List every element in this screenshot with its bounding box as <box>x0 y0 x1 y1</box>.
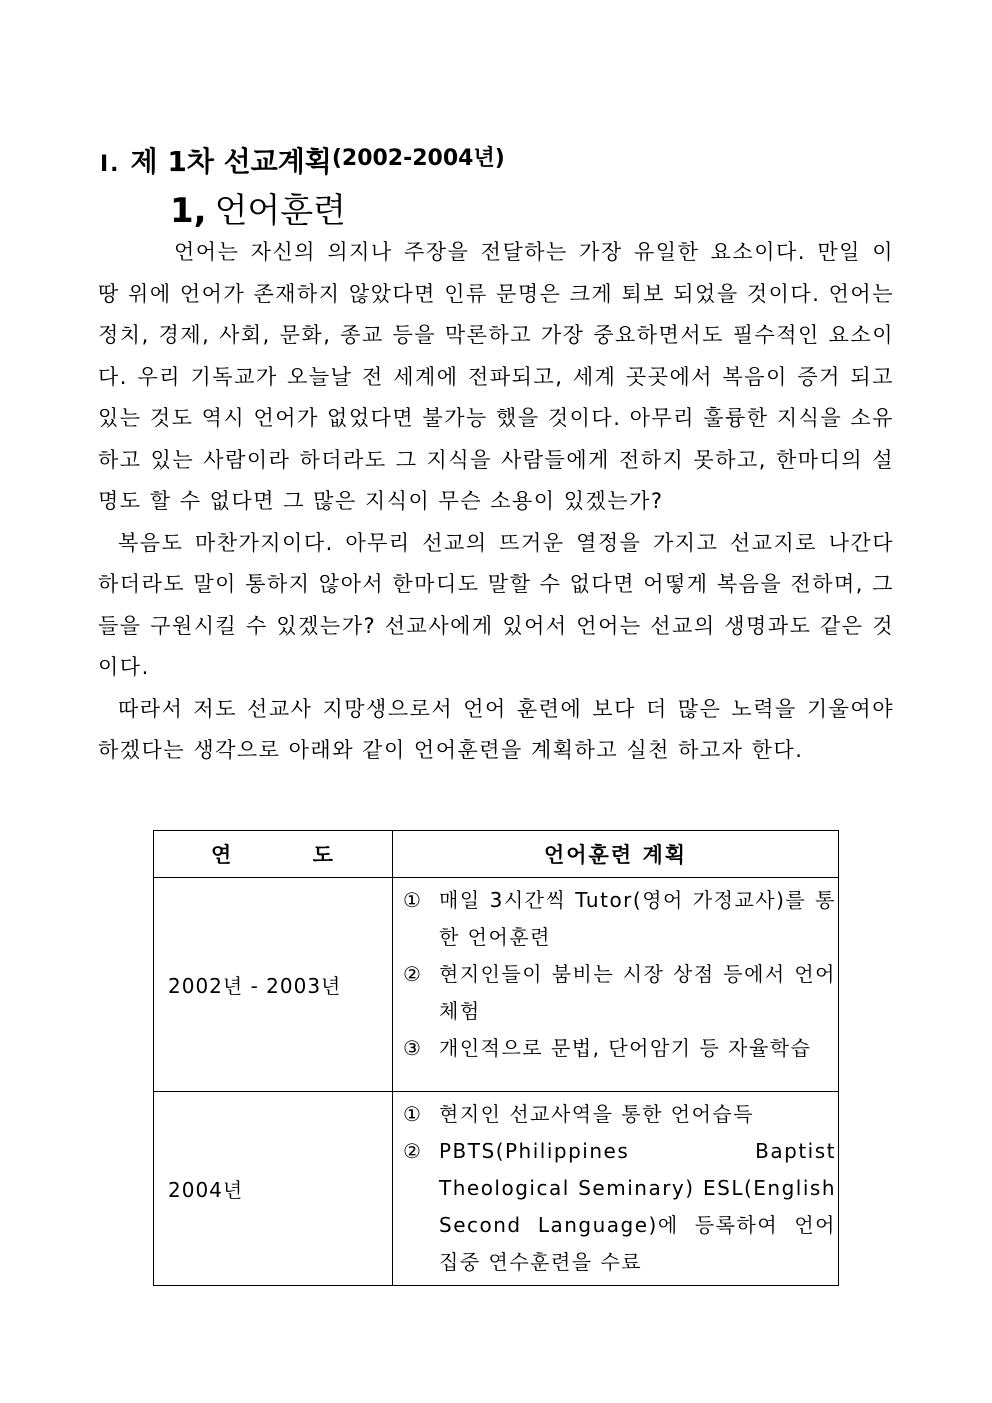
year-cell: 2004년 <box>154 1092 393 1286</box>
paragraph: 언어는 자신의 의지나 주장을 전달하는 가장 유일한 요소이다. 만일 이 땅 위에 언어가 존재하지 않았다면 인류 문명은 크게 퇴보 되었을 것이다. 언어는 정치, 경제, 사회, 문화, 종교 등을 막론하고 가장 중요하면서도 필수적인 요소이다. 우리 기독교가 오늘날 전 세계에 전파되고, 세계 곳곳에서 복음이 증거 되고 있는 것도 역시 언어가 없었다면 불가능 했을 것이다. 아무리 훌륭한 지식을 소유하고 있는 사람이라 하더라도 그 지식을 사람들에게 전하지 못하고, 한마디의 설명도 할 수 없다면 그 많은 지식이 무슨 소용이 있겠는가? <box>98 240 894 513</box>
table-row <box>154 878 839 1092</box>
table-header-row <box>154 831 839 878</box>
header-year: 연 도 <box>154 831 393 878</box>
item-text: 현지인 선교사역을 통한 언어습득 <box>439 1102 755 1126</box>
item-number: ① <box>403 888 423 912</box>
year-cell: 2002년 - 2003년 <box>154 878 393 1092</box>
header-plan: 언어훈련 계획 <box>393 831 839 878</box>
item-number: ③ <box>403 1036 423 1060</box>
item-text: 매일 3시간씩 Tutor(영어 가정교사)를 통한 언어훈련 <box>439 888 836 949</box>
item-number: ① <box>403 1102 423 1126</box>
table-row <box>154 1092 839 1286</box>
language-training-table <box>153 830 839 1286</box>
paragraph: 복음도 마찬가지이다. 아무리 선교의 뜨거운 열정을 가지고 선교지로 나간다 하더라도 말이 통하지 않아서 한마디도 말할 수 없다면 어떻게 복음을 전하며, 그들을 구원시킬 수 있겠는가? 선교사에게 있어서 언어는 선교의 생명과도 같은 것이다. <box>98 530 894 679</box>
body-text <box>98 232 894 772</box>
item-number: ② <box>403 962 423 986</box>
item-text: 개인적으로 문법, 단어암기 등 자율학습 <box>439 1036 812 1060</box>
plan-cell <box>393 878 839 1092</box>
subsection-title: 언어훈련 <box>214 191 346 231</box>
subsection-number: 1, <box>170 191 207 231</box>
item-number: ② <box>403 1139 423 1163</box>
section-period: (2002-2004년) <box>331 146 505 171</box>
plan-item <box>403 956 836 1030</box>
plan-item <box>403 1030 836 1067</box>
section-title: 제 1차 선교계획 <box>130 145 332 178</box>
plan-item <box>403 882 836 956</box>
plan-item <box>403 1133 836 1281</box>
item-text: 현지인들이 붐비는 시장 상점 등에서 언어체험 <box>439 962 836 1023</box>
plan-cell <box>393 1092 839 1286</box>
subsection-heading <box>170 183 346 232</box>
section-roman-numeral: Ⅰ. <box>100 152 121 177</box>
plan-item <box>403 1096 836 1133</box>
paragraph: 따라서 저도 선교사 지망생으로서 언어 훈련에 보다 더 많은 노력을 기울여야 하겠다는 생각으로 아래와 같이 언어훈련을 계획하고 실천 하고자 한다. <box>98 696 894 762</box>
section-heading <box>100 140 505 180</box>
item-text: PBTS(Philippines Baptist Theological Seminary) ESL(English Second Language)에 등록하여 언어 집중 연수훈련을 수료 <box>439 1139 836 1274</box>
